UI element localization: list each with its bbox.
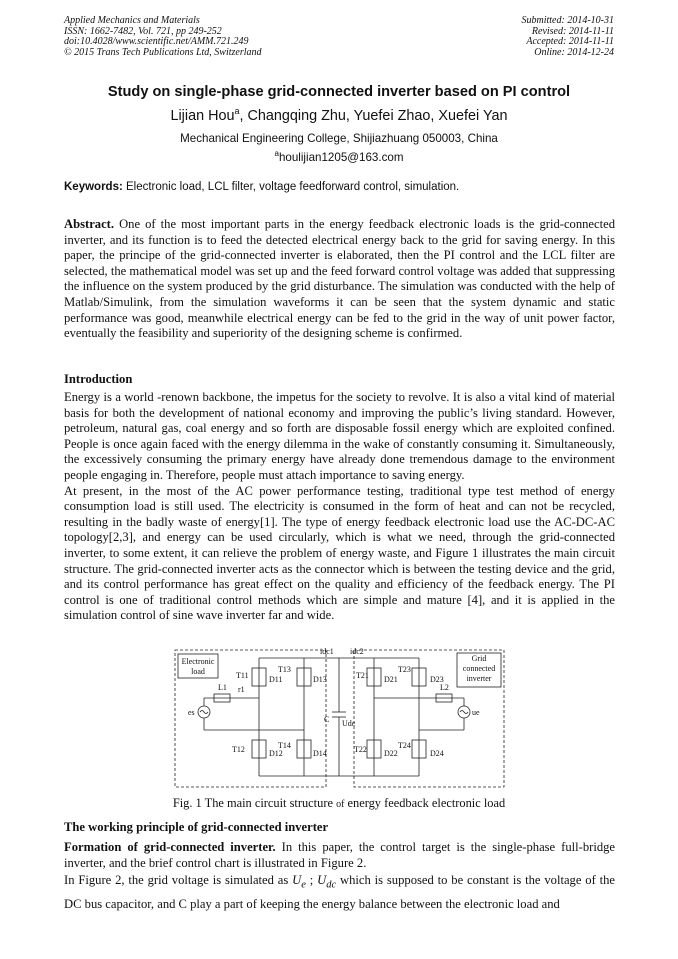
fig-label-d24: D24 [430,749,444,758]
fig-label-t22: T22 [354,745,367,754]
introduction-heading: Introduction [64,372,133,386]
introduction-body [64,390,615,624]
fig-label-d12: D12 [269,749,283,758]
fig-label-t24: T24 [398,741,411,750]
affiliation-block [0,131,678,165]
fig-label-d14: D14 [313,749,327,758]
fig-label-t23: T23 [398,665,411,674]
symbol-ue: U [292,873,302,888]
fig-label-t12: T12 [232,745,245,754]
journal-header [64,16,262,58]
fig-label-r1: r1 [238,685,245,694]
fig-box-right-1: Grid [471,654,487,663]
keywords-text: Electronic load, LCL filter, voltage feedforward control, simulation. [122,181,460,193]
figure2-paragraph [64,871,615,914]
fig-label-ue: ue [472,708,480,717]
intro-paragraph-1: Energy is a world -renown backbone, the impetus for the society to revolve. It is also a vital kind of material basis for both the development of national economy and improving the public’s living standard. However, petroleum, natural gas, coal energy and so forth are disposable fossil energy which are exploited confined. People is once again faced with the energy dilemma in the wake of constantly consuming it. Simultaneously, the excessively consuming the primary energy have already done tremendous damage to the environment people engaging in. Therefore, people must attach importance to saving energy. [64,390,615,482]
fig-box-right-3: inverter [466,674,492,683]
fig-box-left-1: Electronic [181,657,215,666]
other-authors: , Changqing Zhu, Yuefei Zhao, Xuefei Yan [239,107,508,124]
doi: doi:10.4028/www.scientific.net/AMM.721.249 [64,36,249,48]
first-author: Lijian Hou [170,107,235,124]
fig-label-l2: L2 [440,683,449,692]
abstract [64,217,615,342]
email-mark: a [274,149,279,158]
affiliation: Mechanical Engineering College, Shijiazhuang 050003, China [180,132,498,145]
formation-text: In this paper, the control target is the single-phase full-bridge inverter, and the brief control chart is illustrated in Figure 2. [64,840,615,870]
revised-date: Revised: 2014-11-11 [531,25,614,37]
fig-label-idc2: idc2 [350,648,364,656]
fig-label-d13: D13 [313,675,327,684]
fig-label-d23: D23 [430,675,444,684]
author-affil-mark: a [234,106,240,116]
fig-label-es: es [188,708,195,717]
working-principle-body [64,840,615,914]
fig-label-idc1: idc1 [320,648,334,656]
working-principle-heading: The working principle of grid-connected inverter [64,820,329,834]
fig2-text-b: which is supposed to be constant is the voltage of the DC bus capacitor, and C play a part of keeping the energy balance between the electronic load and [64,873,616,911]
fig2-text-a: In Figure 2, the grid voltage is simulated as [64,873,293,888]
copyright: © 2015 Trans Tech Publications Ltd, Switzerland [64,46,262,58]
paper-title: Study on single-phase grid-connected inverter based on PI control [107,84,571,100]
dates-header [522,16,615,58]
abstract-text: One of the most important parts in the energy feedback electronic loads is the grid-connected inverter, and its function is to feed the detected electrical energy back to the grid for saving energy. In this paper, the principe of the grid-connected inverter is elaborated, then the PI control and the LCL filter are selected, the mathematical model was set up and the feed forward control voltage was added that suppressing the influence on the system produced by the grid disturbance. The simulation was conducted with the help of Matlab/Simulink, from the simulation waveforms it can be seen that the system dynamic and static performance was good, meanwhile electrical energy can be fed to the grid in the way of unit power factor, eventually the feasibility and superiority of the designing scheme is confirmed. [64,217,615,341]
intro-paragraph-2: At present, in the most of the AC power performance testing, traditional type test method of energy consumption load is still used. The electricity is consumed in the form of heat and can not be recycled, resulting in the badly waste of energy[1]. The type of energy feedback electronic load use the AC-DC-AC topology[2,3], and energy can be used circularly, which is what we need, through the grid-connected inverter, to some extent, it can relieve the problem of energy waste, and Figure 1 illustrates the main circuit structure. The grid-connected inverter acts as the connector which is between the testing device and the grid, and its control performance has great effect on the quality and efficiency of the feedback energy. The PI control is one of traditional control methods which are simple and mature [4], and it is applied in the simulation control of sine wave inverter far and wide. [64,483,615,623]
issn: ISSN: 1662-7482, Vol. 721, pp 249-252 [64,25,222,37]
fig-label-d21: D21 [384,675,398,684]
fig-box-right-2: connected [462,664,496,673]
journal-name: Applied Mechanics and Materials [64,15,200,26]
formation-label: Formation of grid-connected inverter. [64,840,276,854]
email-line [0,146,678,165]
fig-label-udc: Udc [342,719,356,728]
circuit-figure [174,648,506,790]
fig-label-t13: T13 [278,665,291,674]
fig-label-c: C [324,715,330,724]
submitted-date: Submitted: 2014-10-31 [521,15,614,26]
online-date: Online: 2014-12-24 [534,46,614,58]
keywords [64,181,616,193]
fig-label-d11: D11 [269,675,283,684]
symbol-udc: U [317,873,327,888]
keywords-label: Keywords: [64,181,123,193]
fig-label-l1: L1 [218,683,227,692]
fig-label-t21: T21 [356,671,369,680]
figure-caption [0,796,678,811]
author-email[interactable]: houlijian1205@163.com [278,150,404,164]
accepted-date: Accepted: 2014-11-11 [526,36,614,48]
formation-paragraph [64,840,615,871]
symbol-udc-sub: dc [326,879,337,891]
author-list [0,106,678,124]
fig-label-t14: T14 [278,741,291,750]
caption-part-b: energy feedback electronic load [344,796,506,810]
abstract-label: Abstract. [64,217,115,231]
symbol-sep: ; [305,873,318,888]
caption-part-a: Fig. 1 The main circuit structure [172,796,337,810]
fig-label-t11: T11 [236,671,249,680]
caption-of: of [336,799,345,810]
fig-label-d22: D22 [384,749,398,758]
symbol-ue-sub: e [301,879,306,891]
fig-box-left-2: load [191,667,205,676]
